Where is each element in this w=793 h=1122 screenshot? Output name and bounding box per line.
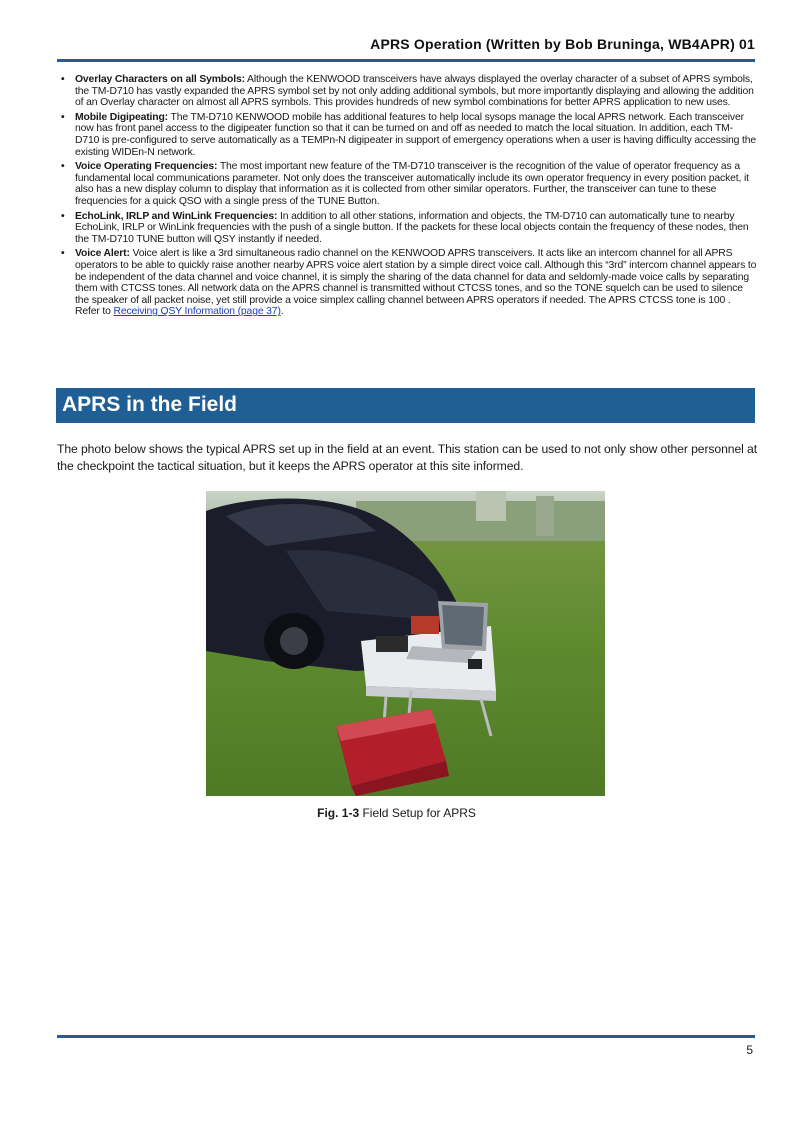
bullet-text: Voice alert is like a 3rd simultaneous radio channel on the KENWOOD APRS transceivers. It acts like an intercom channel for all APRS operators to be able to quickly raise another nearby APRS voice alert station by a simple direct voice call. Although this “3rd” intercom channel appears to be independent of the data channel and voice channel, it is simply the sharing of the data channel for data and seldomly-made voice calls by separating them with CTCSS tones. All network data on the APRS channel is transmitted without CTCSS tones, and so the TONE squelch can be used to silence the speaker of all packet noise, yet still provide a voice simplex calling channel between APRS operators if needed. The APRS CTCSS tone is 100 . Refer to [75,248,757,318]
field-setup-photo [206,491,605,796]
figure-caption [0,806,793,820]
bullet-voice-operating-frequencies [57,161,757,207]
bullet-voice-alert [57,248,757,318]
bullet-marker: • [61,74,65,85]
feature-bullet-list [57,74,757,321]
photo-illustration [206,491,605,796]
bullet-marker: • [61,111,65,123]
bullet-text: The TM-D710 KENWOOD mobile has additional features to help local sysops manage the local APRS network. Each transceiver now has front panel access to the digipeater function so that it can be turned on and off as needed to match the local situation. In addition, each TM-D710 is pre-configured to serve automatically as a TEMPn-N digipeater in support of emergency operations when a user is having difficulty accessing the existing WIDEn-N network. [75,111,757,158]
section-heading-bar [56,388,755,423]
bullet-marker: • [61,161,65,173]
bullet-title: Voice Alert: [75,248,130,260]
header-divider [57,59,755,62]
receiving-qsy-link[interactable]: Receiving QSY Information (page 37) [113,306,281,318]
bullet-text: In addition to all other stations, information and objects, the TM-D710 can automatically tune to nearby EchoLink, IRLP or WinLink frequencies with the push of a single button. If the packets for these local objects contain the frequency of these nodes, then the TM-D710 TUNE button will QSY instantly if needed. [75,210,749,245]
page-number: 5 [746,1043,753,1057]
bullet-overlay-characters [57,74,757,109]
bullet-title: EchoLink, IRLP and WinLink Frequencies: [75,210,278,222]
bullet-title: Mobile Digipeating: [75,111,168,123]
bullet-marker: • [61,210,65,222]
bullet-echolink-irlp-winlink [57,211,757,246]
bullet-mobile-digipeating [57,112,757,158]
bullet-text: Although the KENWOOD transceivers have always displayed the overlay character of a subset of APRS symbols, the TM-D710 has vastly expanded the APRS symbol set by not only adding additional symbols, but more importantly displaying and allowing the addition of an Overlay character on almost all APRS symbols. This provides hundreds of new symbol combinations for better APRS application to new uses. [75,74,754,109]
bullet-title: Voice Operating Frequencies: [75,161,218,173]
bullet-text-end: . [280,306,284,318]
section-title: APRS in the Field [62,393,238,416]
page-header-title: APRS Operation (Written by Bob Bruninga, WB4APR) 01 [370,36,755,52]
footer-divider [57,1035,755,1038]
bullet-title: Overlay Characters on all Symbols: [75,74,245,85]
bullet-marker: • [61,248,65,260]
figure-caption-text: Field Setup for APRS [359,806,476,820]
intro-paragraph: The photo below shows the typical APRS set up in the field at an event. This station can be used to not only show other personnel at the checkpoint the tactical situation, but it keeps the APRS operator at this site informed. [57,442,757,473]
figure-caption-label: Fig. 1-3 [317,806,360,820]
bullet-text: The most important new feature of the TM-D710 transceiver is the recognition of the value of operator frequency as a fundamental local communications parameter. Not only does the transceiver automatically include its own operator frequency in every position packet, it also has a new display column to display that information as it is collected from other similar operators. Further, the transceiver can tune to these frequencies for a quick QSO with a single press of the TUNE Button. [75,161,749,207]
